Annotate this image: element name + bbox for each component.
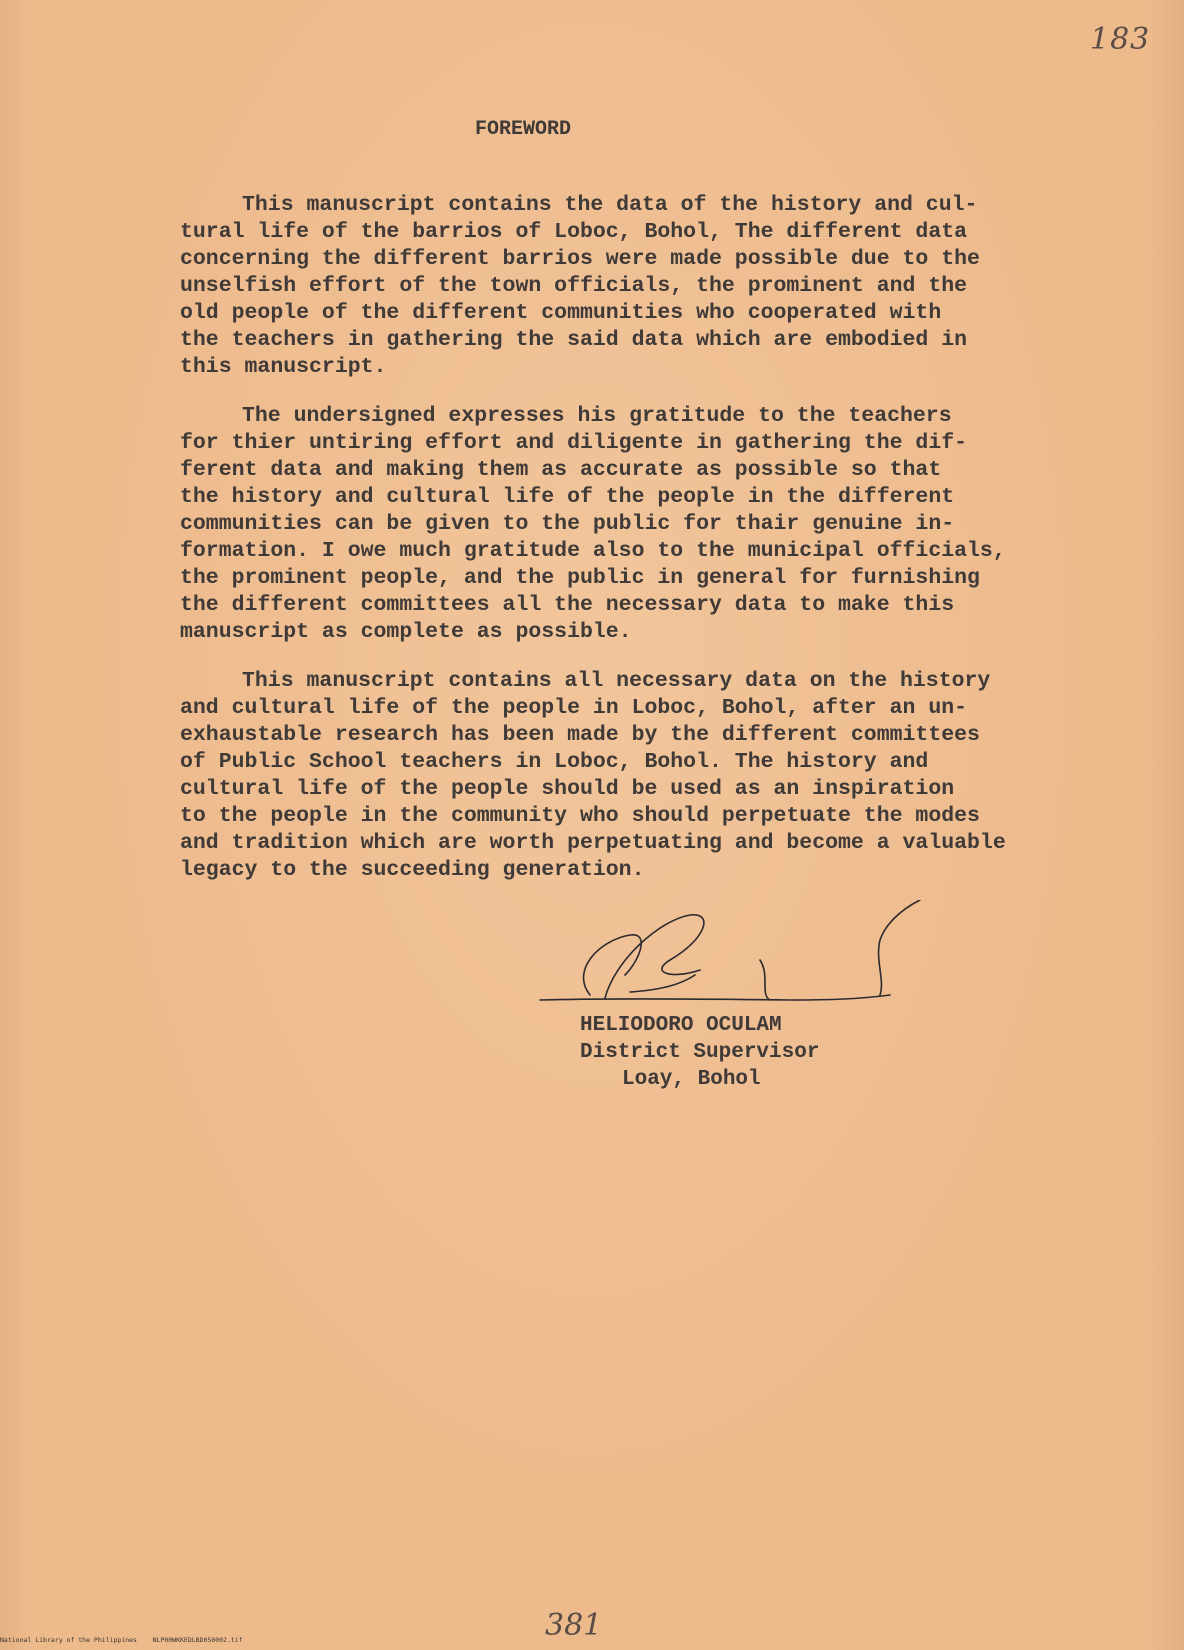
text-line: The undersigned expresses his gratitude to the teachers [242,404,952,428]
signer-block [580,1012,819,1093]
page-title: FOREWORD [475,118,572,141]
text-line: unselfish effort of the town officials, the prominent and the [180,274,968,298]
foreword-body [180,192,1040,906]
text-line: manuscript as complete as possible. [180,620,632,644]
text-line: This manuscript contains the data of the history and cul- [242,193,978,217]
text-line: the history and cultural life of the people in the different [180,485,955,509]
handwritten-signature [530,900,950,1010]
text-line: the prominent people, and the public in general for furnishing [180,566,980,590]
text-line: this manuscript. [180,355,387,379]
text-line: ferent data and making them as accurate as possible so that [180,458,942,482]
signer-name: HELIODORO OCULAM [580,1014,782,1037]
text-line: This manuscript contains all necessary data on the history [242,669,991,693]
text-line: the different committees all the necessary data to make this [180,593,955,617]
text-line: for thier untiring effort and diligente in gathering the dif- [180,431,968,455]
text-line: communities can be given to the public for thair genuine in- [180,512,955,536]
text-line: formation. I owe much gratitude also to the municipal officials, [180,539,1006,563]
page-number-bottom: 381 [545,1608,603,1643]
text-line: legacy to the succeeding generation. [180,858,645,882]
paragraph-2 [180,403,1040,646]
paragraph-1 [180,192,1040,381]
page-number-top: 183 [1090,22,1151,57]
text-line: the teachers in gathering the said data which are embodied in [180,328,968,352]
signer-location: Loay, Bohol [622,1068,761,1091]
signer-position: District Supervisor [580,1041,820,1064]
signature-drawing [530,900,950,1010]
text-line: to the people in the community who should perpetuate the modes [180,804,980,828]
text-line: exhaustable research has been made by the different committees [180,723,980,747]
paragraph-3 [180,668,1040,884]
text-line: and cultural life of the people in Loboc, Bohol, after an un- [180,696,968,720]
text-line: of Public School teachers in Loboc, Bohol. The history and [180,750,929,774]
text-line: tural life of the barrios of Loboc, Bohol, The different data [180,220,968,244]
text-line: concerning the different barrios were made possible due to the [180,247,980,271]
text-line: cultural life of the people should be used as an inspiration [180,777,955,801]
text-line: old people of the different communities who cooperated with [180,301,942,325]
text-line: and tradition which are worth perpetuating and become a valuable [180,831,1006,855]
archive-caption: National Library of the Philippines NLP00WKKEDLBD050002.tif [0,1636,243,1644]
